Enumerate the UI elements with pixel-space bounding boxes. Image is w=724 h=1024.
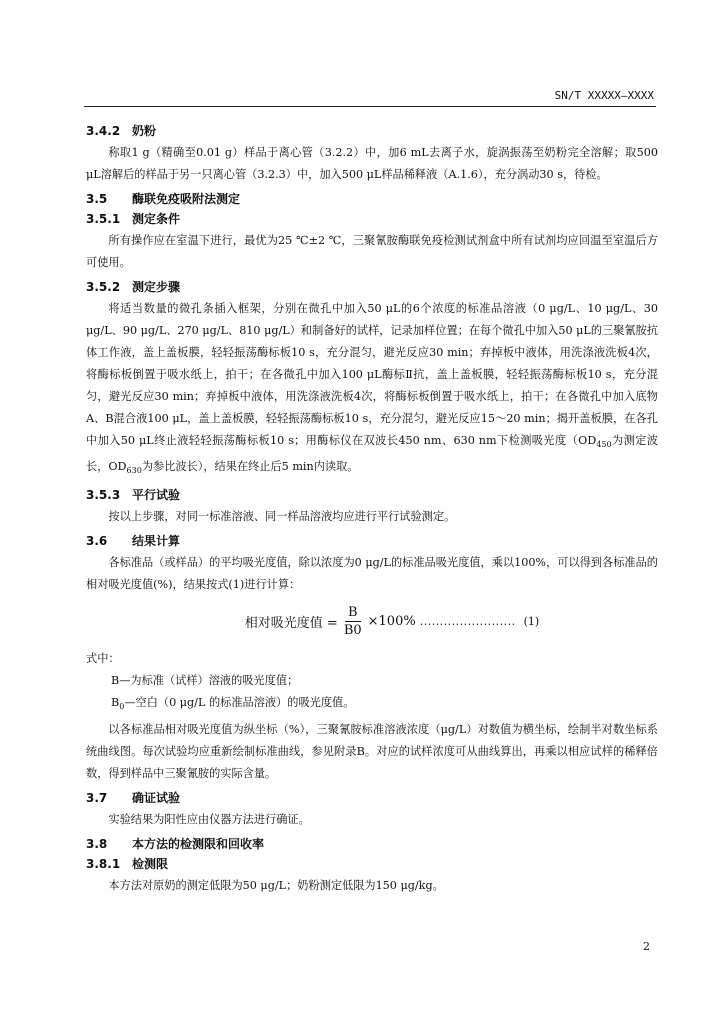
section-title: 测定步骤 [132, 280, 181, 294]
section-number: 3.5.1 [86, 212, 121, 226]
fraction [344, 605, 362, 638]
formula-leader: ........................ [419, 614, 516, 628]
paragraph: 式中： [86, 652, 120, 666]
definition: B—为标准（试样）溶液的吸光度值； [111, 674, 299, 688]
fraction-denominator: B0 [343, 622, 362, 638]
definition [86, 692, 658, 718]
paragraph-text: 将适当数量的微孔条插入框架，分别在微孔中加入50 μL的6个浓度的标准品溶液（0 μg/L、10 μg/L、30 μg/L、90 μg/L、270 μg/L、810 μg/L）和制备好的试样，记录加样位置；在每个微孔中加入50 μL的三聚氰胺抗体工作液，盖上盖板膜，轻轻振荡酶标板10 s，充分混匀，避光反应30 min；弃掉板中液体，用洗涤液洗板4次，将酶标板倒置于吸水纸上，拍干；在各微孔中加入100 μL酶标Ⅱ抗，盖上盖板膜，轻轻振荡酶标板10 s，充分混匀，避光反应30 min；弃掉板中液体，用洗涤液洗板4次，将酶标板倒置于吸水纸上，拍干；在各微孔中加入底物 A、B混合液100 μL，盖上盖板膜，轻轻振荡酶标板10 s，充分混匀，避光反应15～20 min；揭开盖板膜，在各孔中加入50 μL终止液轻轻振荡酶标板10 s；用酶标仪在双波长450 nm、630 nm下检测吸光度（OD [86, 302, 658, 447]
section-heading [86, 488, 658, 502]
formula [126, 598, 658, 644]
paragraph: 各标准品（或样品）的平均吸光度值，除以浓度为0 μg/L的标准品吸光度值，乘以100%，可以得到各标准品的相对吸光度值(%)，结果按式(1)进行计算： [86, 556, 658, 592]
symbol: B [111, 696, 120, 710]
section-heading [86, 534, 658, 548]
paragraph: 实验结果为阳性应由仪器方法进行确证。 [108, 812, 310, 826]
equation-number: (1) [523, 614, 540, 628]
formula-lhs: 相对吸光度值 = [244, 615, 338, 631]
fraction-numerator: B [345, 605, 361, 622]
subscript: 0 [119, 702, 125, 712]
section-number: 3.7 [86, 790, 108, 805]
document-body [86, 118, 658, 897]
paragraph [86, 298, 658, 482]
paragraph: 称取1 g（精确至0.01 g）样品于离心管（3.2.2）中，加6 mL去离子水，旋涡振荡至奶粉完全溶解；取500 μL溶解后的样品于另一只离心管（3.2.3）中，加入500 μL样品稀释液（A.1.6），充分涡动30 s，待检。 [86, 146, 658, 181]
section-title: 本方法的检测限和回收率 [132, 836, 265, 851]
subscript: 630 [126, 466, 142, 476]
section-heading [86, 212, 658, 226]
paragraph: 本方法对原奶的测定低限为50 μg/L；奶粉测定低限为150 μg/kg。 [108, 878, 444, 892]
formula-rhs: ×100% [367, 613, 416, 629]
section-title: 酶联免疫吸附法测定 [132, 192, 241, 206]
section-heading [86, 124, 658, 138]
definition-text: —空白（0 μg/L 的标准品溶液）的吸光度值。 [124, 696, 355, 710]
section-title: 结果计算 [132, 534, 181, 549]
section-number: 3.5.3 [86, 488, 121, 503]
section-number: 3.5 [86, 192, 108, 206]
section-heading [86, 857, 658, 871]
section-title: 检测限 [132, 856, 169, 871]
paragraph-text: 为测定波长，OD [86, 434, 658, 474]
section-title: 测定条件 [132, 212, 181, 226]
section-title: 确证试验 [132, 790, 181, 805]
document-code: SN/T XXXXX—XXXX [554, 89, 654, 102]
paragraph: 以各标准品相对吸光度值为纵坐标（%），三聚氰胺标准溶液浓度（μg/L）对数值为横坐标，绘制半对数坐标系统曲线图。每次试验均应重新绘制标准曲线，参见附录B。对应的试样浓度可从曲线算出，再乘以相应试样的稀释倍数，得到样品中三聚氰胺的实际含量。 [86, 722, 658, 780]
section-heading [86, 192, 658, 206]
page-number: 2 [643, 940, 650, 953]
section-number: 3.4.2 [86, 124, 121, 138]
section-number: 3.6 [86, 534, 108, 549]
section-number: 3.8 [86, 836, 108, 851]
section-number: 3.8.1 [86, 856, 121, 871]
section-title: 平行试验 [132, 488, 181, 503]
paragraph: 所有操作应在室温下进行，最优为25 ℃±2 ℃，三聚氰胺酶联免疫检测试剂盒中所有试剂均应回温至室温后方可使用。 [86, 234, 658, 269]
section-heading [86, 791, 658, 805]
subscript: 450 [596, 440, 612, 450]
section-heading [86, 280, 658, 294]
paragraph: 按以上步骤，对同一标准溶液、同一样品溶液均应进行平行试验测定。 [108, 510, 456, 524]
header-rule [84, 106, 656, 107]
paragraph-text: 为参比波长），结果在终止后5 min内读取。 [141, 460, 359, 474]
section-title: 奶粉 [132, 124, 157, 138]
section-heading [86, 837, 658, 851]
section-number: 3.5.2 [86, 280, 121, 294]
